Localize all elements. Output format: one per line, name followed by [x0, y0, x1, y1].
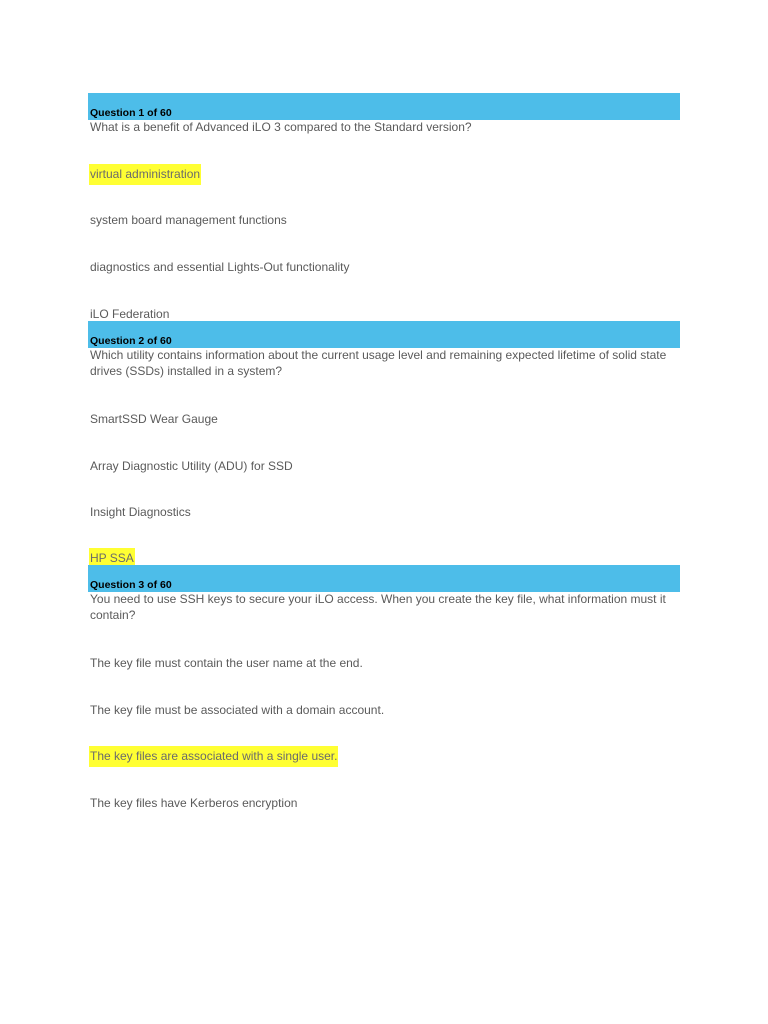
- answer-option: The key file must contain the user name at the end.: [90, 656, 363, 670]
- answer-option-correct: virtual administration: [89, 164, 201, 185]
- answer-option-correct: HP SSA: [89, 548, 135, 569]
- question-text: Which utility contains information about the current usage level and remaining expected lifetime of solid state drives (SSDs) installed in a system?: [90, 348, 667, 378]
- question-header-bar: [88, 565, 680, 592]
- answer-option: Array Diagnostic Utility (ADU) for SSD: [90, 459, 293, 473]
- answer-option: system board management functions: [90, 213, 287, 227]
- question-text: What is a benefit of Advanced iLO 3 compared to the Standard version?: [90, 120, 472, 134]
- question-header-bar: [88, 321, 680, 348]
- question-label: Question 2 of 60: [90, 335, 172, 347]
- question-label: Question 3 of 60: [90, 579, 172, 591]
- answer-option: The key file must be associated with a domain account.: [90, 703, 385, 717]
- answer-option: The key files have Kerberos encryption: [90, 796, 298, 810]
- question-header-bar: [88, 93, 680, 120]
- answer-option: diagnostics and essential Lights-Out functionality: [90, 260, 350, 274]
- question-label: Question 1 of 60: [90, 107, 172, 119]
- answer-option: Insight Diagnostics: [90, 505, 191, 519]
- answer-option: SmartSSD Wear Gauge: [90, 412, 218, 426]
- answer-option: iLO Federation: [90, 307, 170, 321]
- question-text: You need to use SSH keys to secure your iLO access. When you create the key file, what information must it contain?: [90, 592, 666, 622]
- answer-option-correct: The key files are associated with a single user.: [89, 746, 338, 767]
